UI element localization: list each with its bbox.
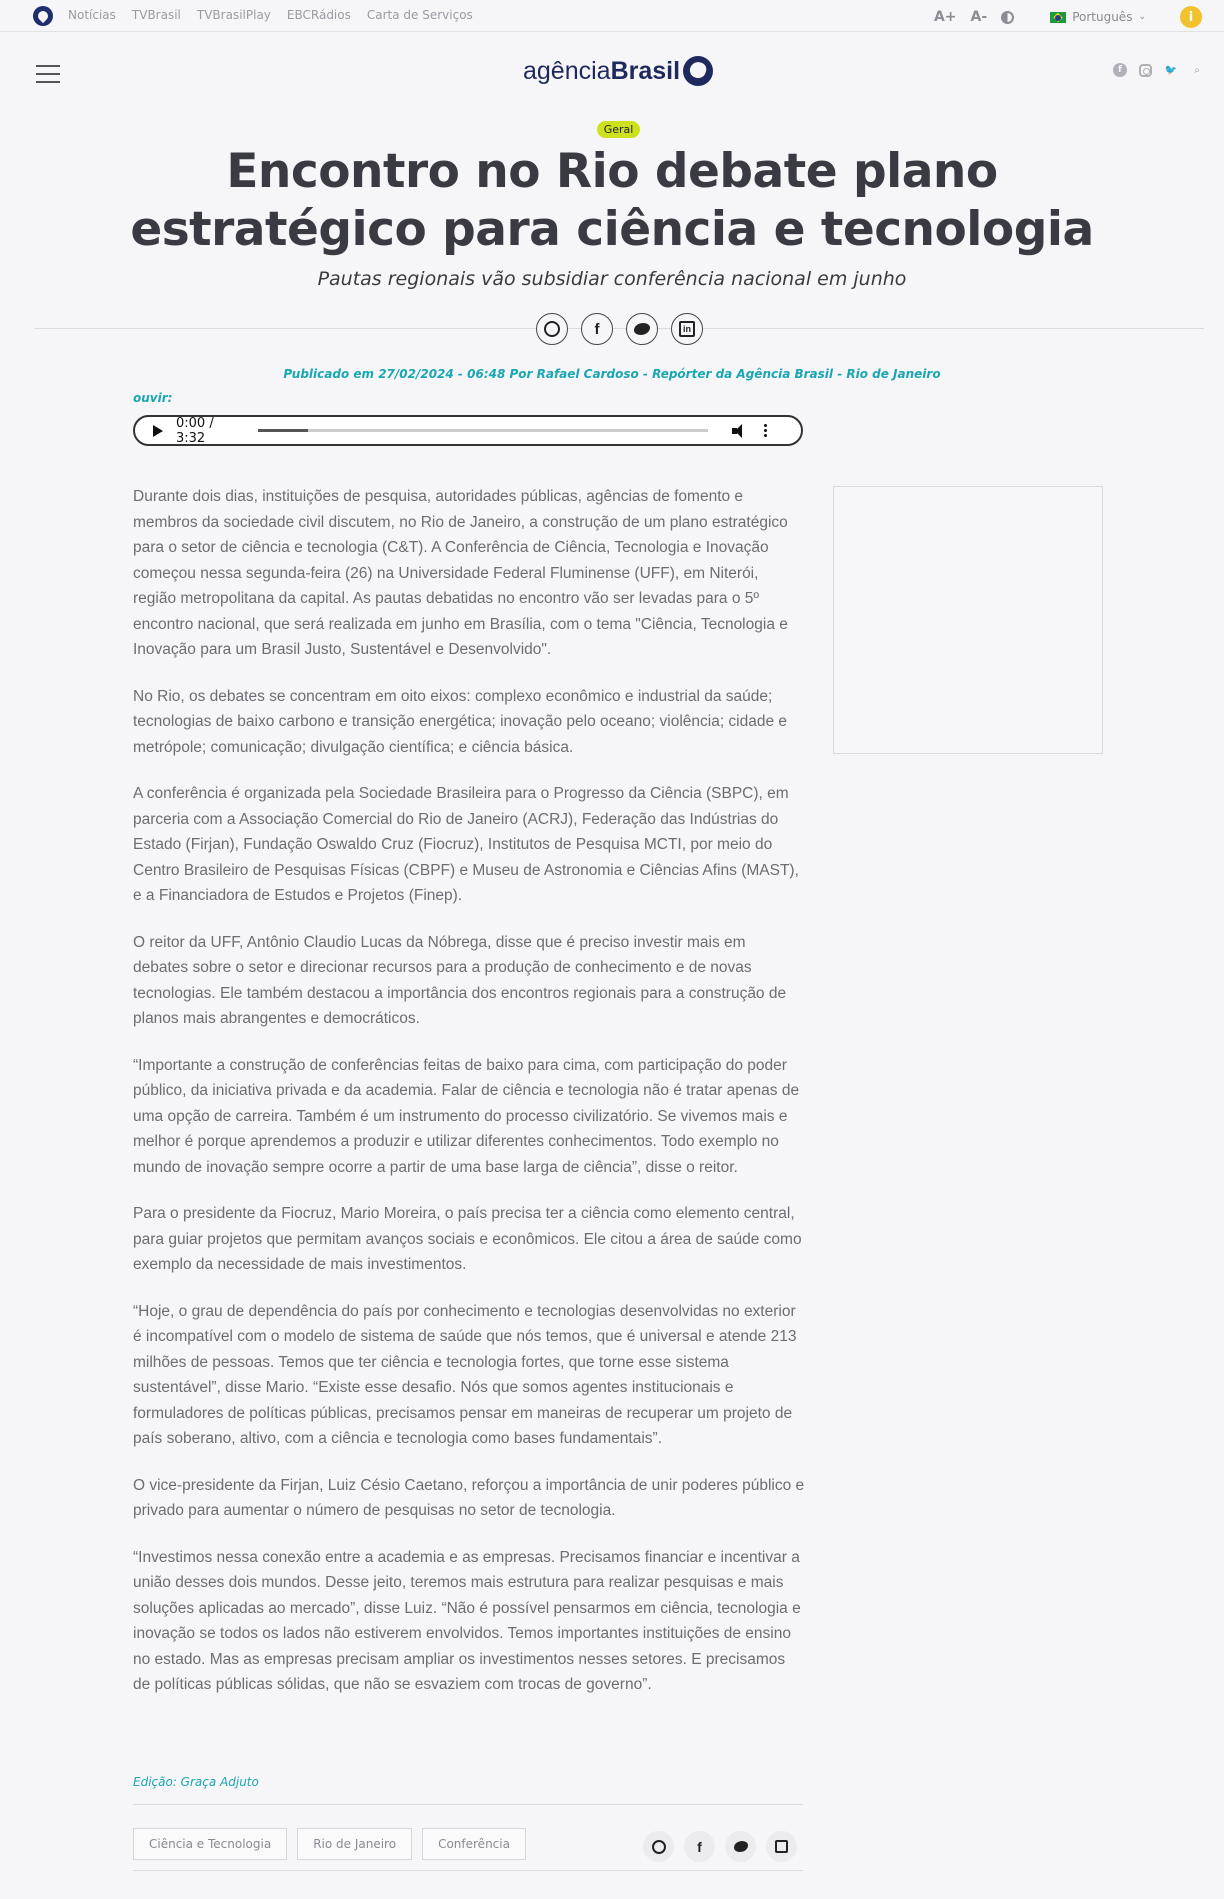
brand-bold: Brasil (610, 56, 681, 85)
tag-rio-de-janeiro[interactable]: Rio de Janeiro (297, 1828, 412, 1860)
facebook-share-button[interactable] (581, 313, 613, 345)
site-header (0, 33, 1224, 113)
category-badge[interactable]: Geral (597, 121, 640, 138)
menu-icon[interactable] (36, 65, 60, 83)
top-bar (0, 0, 1224, 32)
paragraph: No Rio, os debates se concentram em oito eixos: complexo econômico e industrial da saúde; tecnologias de baixo carbono e transição energética; inovação pelo oceano; violência; cidade e metrópole; comunicação; divulgação científica; e ciência básica. (133, 687, 788, 756)
audio-progress-bar[interactable] (258, 429, 708, 432)
top-link-ebcradios[interactable]: EBCRádios (286, 8, 351, 22)
more-options-icon[interactable] (764, 424, 767, 437)
paragraph: A conferência é organizada pela Sociedade Brasileira para o Progresso da Ciência (SBPC), em parceria com a Associação Comercial do Rio de Janeiro (ACRJ), Federação das Indústrias do Estado (Firjan), Fundação Oswaldo Cruz (Fiocruz), Institutos de Pesquisa MCTI, por meio do Centro Brasileiro de Pesquisas Físicas (CBPF) e Museu de Astronomia e Ciências Afins (MAST), e a Financiadora de Estudos e Projetos (Finep). (133, 785, 799, 904)
top-links (68, 8, 473, 22)
facebook-icon: f (594, 320, 600, 338)
twitter-share-button[interactable] (725, 1831, 756, 1862)
play-icon[interactable] (153, 425, 163, 437)
brand-light: agência (523, 56, 611, 85)
article-title: Encontro no Rio debate plano estratégico para ciência e tecnologia (130, 144, 1094, 257)
article-subtitle: Pautas regionais vão subsidiar conferência nacional em junho (317, 268, 907, 290)
brand-mark-icon (683, 56, 713, 86)
language-label: Português (1072, 10, 1133, 24)
linkedin-share-button[interactable] (671, 313, 703, 345)
paragraph: “Investimos nessa conexão entre a academia e as empresas. Precisamos financiar e incentivar a união desses dois mundos. Desse jeito, teremos mais estrutura para realizar pesquisas e mais soluções aplicadas ao mercado”, disse Luiz. “Não é possível pensarmos em ciência, tecnologia e inovação se todos os lados não estiverem envolvidos. Temos importantes instituições de ensino no estado. Mas as empresas precisam ampliar os investimentos nesses setores. E precisamos de políticas públicas sólidas, que não se esvaziem com trocas de governo”. (133, 1548, 801, 1693)
twitter-share-button[interactable] (626, 313, 658, 345)
tag-list (133, 1828, 526, 1860)
twitter-icon[interactable]: 🐦 (1164, 64, 1178, 76)
font-increase-button[interactable]: A+ (933, 9, 957, 25)
linkedin-icon (775, 1840, 788, 1853)
font-decrease-button[interactable]: A- (970, 9, 988, 25)
share-buttons-bottom (643, 1831, 797, 1862)
search-icon[interactable]: ⌕ (1194, 64, 1200, 76)
whatsapp-icon (544, 321, 560, 337)
top-link-tvbrasil[interactable]: TVBrasil (131, 8, 181, 22)
paragraph: “Importante a construção de conferências feitas de baixo para cima, com participação do poder público, da iniciativa privada e da academia. Falar de ciência e tecnologia não é tratar apenas de uma opção de carreira. Também é um instrumento do processo civilizatório. Se vivemos mais e melhor é porque aprendemos a produzir e utilizar diferentes conhecimentos. Todo exemplo no mundo de inovação sempre ocorre a partir de uma base larga de ciência”, disse o reitor. (133, 1056, 800, 1176)
top-link-noticias[interactable]: Notícias (68, 8, 116, 22)
facebook-icon: f (697, 1838, 702, 1855)
article-byline: Publicado em 27/02/2024 - 06:48 Por Rafael Cardoso - Repórter da Agência Brasil - Rio de Janeiro (283, 367, 941, 381)
paragraph: Durante dois dias, instituições de pesquisa, autoridades públicas, agências de fomento e membros da sociedade civil discutem, no Rio de Janeiro, a construção de um plano estratégico para o setor de ciência e tecnologia (C&T). A Conferência de Ciência, Tecnologia e Inovação começou nessa segunda-feira (26) na Universidade Federal Fluminense (UFF), em Niterói, região metropolitana da capital. As pautas debatidas no encontro vão ser levadas para o 5º encontro nacional, que será realizada em junho em Brasília, com o tema "Ciência, Tecnologia e Inovação para um Brasil Justo, Sustentável e Desenvolvido". (133, 488, 788, 658)
paragraph: O reitor da UFF, Antônio Claudio Lucas da Nóbrega, disse que é preciso investir mais em debates sobre o setor e direcionar recursos para a produção de conhecimento e de novas tecnologias. Ele também destacou a importância dos encontros regionais para a construção de planos mais abrangentes e democráticos. (133, 933, 787, 1027)
audio-time: 0:00 / 3:32 (176, 415, 214, 446)
language-selector[interactable] (1050, 10, 1146, 24)
facebook-icon[interactable]: f (1113, 63, 1127, 77)
info-icon[interactable]: i (1180, 6, 1202, 28)
tag-conferencia[interactable]: Conferência (422, 1828, 526, 1860)
article-body (133, 484, 805, 1719)
editor-credit: Edição: Graça Adjuto (133, 1775, 259, 1789)
brazil-flag-icon (1050, 12, 1066, 23)
whatsapp-icon (652, 1840, 666, 1854)
whatsapp-share-button[interactable] (643, 1831, 674, 1862)
paragraph: O vice-presidente da Firjan, Luiz Césio Caetano, reforçou a importância de unir poderes público e privado para aumentar o número de pesquisas no setor de tecnologia. (133, 1476, 805, 1519)
chevron-down-icon: ⌄ (1138, 12, 1146, 22)
accessibility-controls (934, 6, 1202, 28)
top-link-carta-servicos[interactable]: Carta de Serviços (366, 8, 473, 22)
audio-player (133, 415, 803, 446)
contrast-icon[interactable] (1001, 11, 1014, 24)
audio-progress-fill (258, 429, 308, 432)
twitter-icon (734, 1841, 748, 1852)
agencia-brasil-logo[interactable] (523, 56, 713, 86)
divider (133, 1870, 803, 1871)
header-social (1113, 63, 1204, 77)
share-buttons-top (536, 313, 703, 345)
twitter-icon (634, 323, 650, 335)
paragraph: “Hoje, o grau de dependência do país por conhecimento e tecnologias desenvolvidas no exterior é incompatível com o modelo de sistema de saúde que nós temos, que é universal e atende 213 milhões de pessoas. Temos que ter ciência e tecnologia fortes, que torne esse sistema sustentável”, disse Mario. “Existe esse desafio. Nós que somos agentes institucionais e formuladores de políticas públicas, precisamos pensar em maneiras de recuperar um projeto de país soberano, altivo, com a ciência e tecnologia como bases fundamentais”. (133, 1302, 797, 1447)
ebc-logo-icon[interactable] (33, 6, 53, 26)
top-link-tvbrasilplay[interactable]: TVBrasilPlay (196, 8, 271, 22)
whatsapp-share-button[interactable] (536, 313, 568, 345)
tag-ciencia-tecnologia[interactable]: Ciência e Tecnologia (133, 1828, 287, 1860)
linkedin-icon: in (679, 321, 695, 337)
linkedin-share-button[interactable] (766, 1831, 797, 1862)
instagram-icon[interactable] (1139, 64, 1152, 77)
facebook-share-button[interactable] (684, 1831, 715, 1862)
divider (133, 1804, 803, 1805)
ad-placeholder (833, 486, 1103, 754)
volume-icon[interactable] (732, 424, 746, 438)
paragraph: Para o presidente da Fiocruz, Mario Moreira, o país precisa ter a ciência como elemento central, para guiar projetos que permitam avanços sociais e econômicos. Ele citou a área de saúde como exemplo da necessidade de mais investimentos. (133, 1205, 802, 1273)
listen-label: ouvir: (133, 391, 173, 405)
